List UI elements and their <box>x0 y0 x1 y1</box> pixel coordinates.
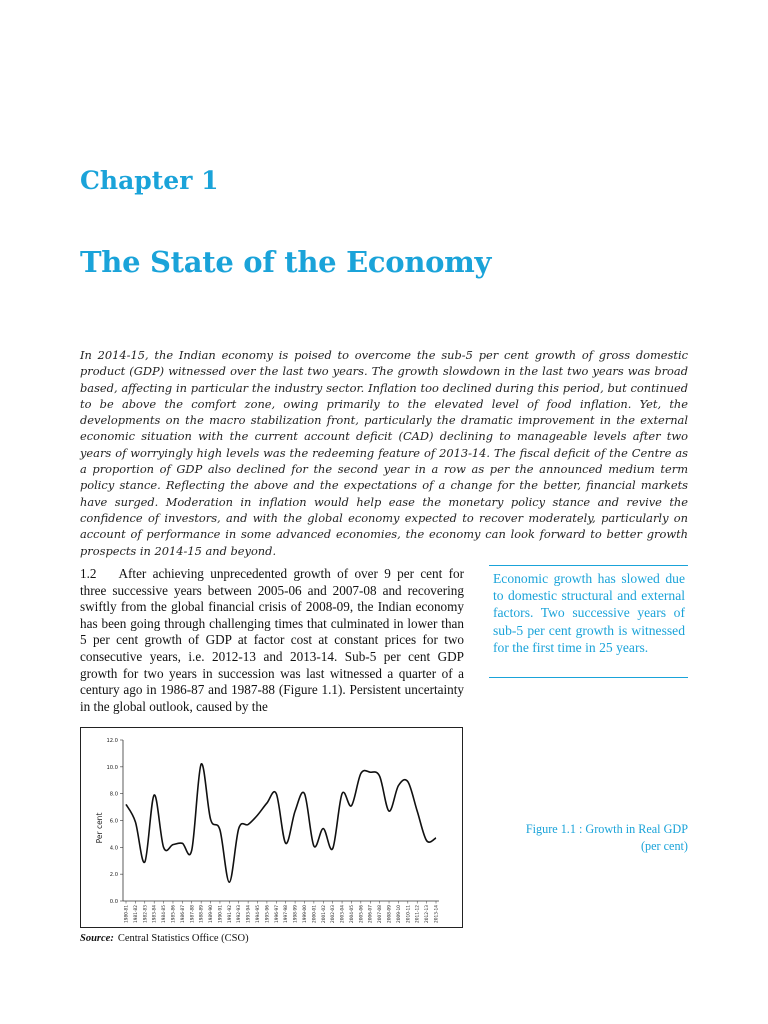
x-tick-label: 1994-95 <box>256 905 262 923</box>
x-tick-label: 2009-10 <box>396 905 402 923</box>
x-tick-label: 2006-07 <box>368 905 374 923</box>
chapter-label: Chapter 1 <box>80 166 219 195</box>
y-axis-label: Per cent <box>95 812 104 844</box>
x-tick-label: 2004-05 <box>349 905 355 923</box>
x-tick-label: 2002-03 <box>331 905 337 923</box>
x-tick-label: 2013-14 <box>434 905 440 923</box>
source-label: Source: <box>80 933 114 944</box>
series-line <box>126 764 436 882</box>
x-tick-label: 1995-96 <box>265 905 271 923</box>
x-tick-label: 1999-00 <box>302 905 308 923</box>
x-tick-label: 1990-91 <box>218 905 224 923</box>
source-note <box>80 933 249 944</box>
x-tick-label: 1992-93 <box>237 905 243 923</box>
figure-caption <box>489 821 688 854</box>
paragraph-text: After achieving unprecedented growth of over 9 per cent for three successive years between 2005-06 and 2007-08 and recovering swiftly from the global financial crisis of 2008-09, the Indian economy has been going through challenging times that culminated in lower than 5 per cent growth of GDP at factor cost at constant prices for two consecutive years, i.e. 2012-13 and 2013-14. Sub-5 per cent GDP growth for two years in succession was last witnessed a quarter of a century ago in 1986-87 and 1987-88 (Figure 1.1). Persistent uncertainty in the global outlook, caused by the <box>80 566 464 714</box>
gdp-growth-chart <box>80 727 463 928</box>
x-tick-label: 1989-90 <box>209 905 215 923</box>
x-tick-label: 2008-09 <box>387 905 393 923</box>
paragraph-1-2 <box>80 566 464 715</box>
y-tick-label: 0.0 <box>109 899 118 905</box>
x-tick-label: 1983-84 <box>152 905 158 923</box>
x-tick-label: 1984-85 <box>162 905 168 923</box>
x-tick-label: 2001-02 <box>321 905 327 923</box>
x-tick-label: 1985-86 <box>171 905 177 923</box>
x-tick-label: 2005-06 <box>359 905 365 923</box>
x-tick-label: 2007-08 <box>378 905 384 923</box>
x-tick-label: 1997-98 <box>284 905 290 923</box>
callout-box <box>489 565 688 678</box>
x-tick-label: 2011-12 <box>415 905 421 923</box>
paragraph-number: 1.2 <box>80 566 97 581</box>
source-text: Central Statistics Office (CSO) <box>117 933 249 944</box>
y-tick-label: 8.0 <box>109 791 118 798</box>
x-tick-label: 1993-94 <box>246 905 252 923</box>
series-gdp-growth <box>125 764 436 883</box>
x-tick-label: 1981-82 <box>133 905 139 923</box>
x-tick-label: 1991-92 <box>227 905 233 923</box>
chapter-intro: In 2014-15, the Indian economy is poised to overcome the sub-5 per cent growth of gross domestic product (GDP) witnessed over the last two years. The growth slowdown in the last two years was broad based, affecting in particular the industry sector. Inflation too declined during this period, but continued to be above the comfort zone, owing primarily to the elevated level of food inflation. Yet, the developments on the macro stabilization front, particularly the dramatic improvement in the external economic situation with the current account deficit (CAD) declining to manageable levels after two years of worryingly high levels was the redeeming feature of 2013-14. The fiscal deficit of the Centre as a proportion of GDP also declined for the second year in a row as per the announced medium term policy stance. Reflecting the above and the expectations of a change for the better, financial markets have surged. Moderation in inflation would help ease the monetary policy stance and revive the confidence of investors, and with the global economy expected to recover moderately, particularly on account of performance in some advanced economies, the economy can look forward to better growth prospects in 2014-15 and beyond. <box>80 348 688 558</box>
x-tick-label: 2010-11 <box>406 905 412 923</box>
callout-text: Economic growth has slowed due to domestic structural and external factors. Two successive years of sub-5 per cent growth is witnessed for the first time in 25 years. <box>493 571 685 655</box>
x-tick-label: 1980-81 <box>124 905 130 923</box>
y-tick-label: 12.0 <box>106 738 118 744</box>
x-tick-label: 1996-97 <box>274 905 280 923</box>
y-tick-label: 10.0 <box>106 764 118 771</box>
figure-caption-title: Figure 1.1 : Growth in Real GDP <box>525 822 688 836</box>
x-tick-label: 1987-88 <box>190 905 196 923</box>
y-tick-label: 2.0 <box>109 872 118 879</box>
x-tick-label: 2012-13 <box>425 905 431 923</box>
y-axis <box>106 738 123 905</box>
x-tick-label: 1982-83 <box>143 905 149 923</box>
figure-caption-unit: (per cent) <box>640 838 688 853</box>
x-tick-label: 1988-89 <box>199 905 205 923</box>
x-axis <box>123 901 440 923</box>
chart-svg <box>81 728 464 929</box>
x-tick-label: 1998-99 <box>293 905 299 923</box>
y-tick-label: 6.0 <box>109 818 118 825</box>
y-tick-label: 4.0 <box>109 845 118 852</box>
chapter-title: The State of the Economy <box>80 245 492 279</box>
x-tick-label: 1986-87 <box>180 905 186 923</box>
x-tick-label: 2003-04 <box>340 905 346 923</box>
x-tick-label: 2000-01 <box>312 905 318 923</box>
